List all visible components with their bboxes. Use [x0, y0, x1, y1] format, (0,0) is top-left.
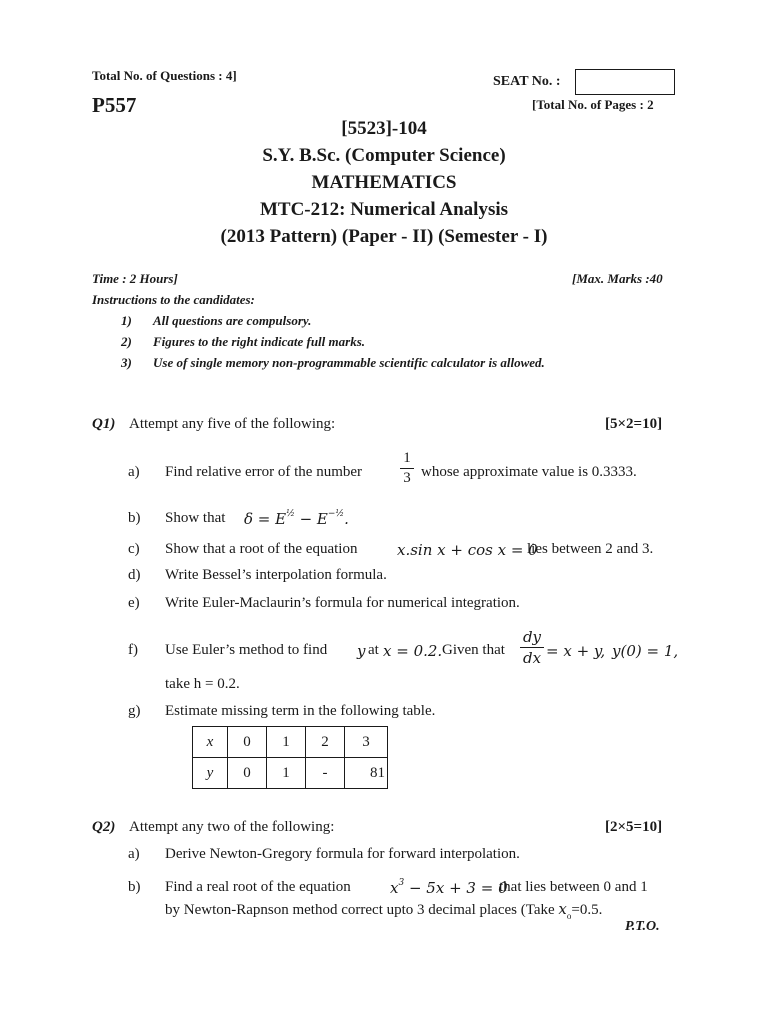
- eq-part: − E: [294, 510, 328, 528]
- table-cell: 0: [228, 727, 267, 758]
- fraction-numerator: dy: [522, 628, 542, 646]
- q1f-var: y: [357, 642, 366, 660]
- q1-prompt: Attempt any five of the following:: [129, 416, 336, 432]
- q1a-text-end: whose approximate value is 0.3333.: [421, 464, 637, 480]
- pto-label: P.T.O.: [625, 919, 660, 934]
- q1d-letter: d): [128, 567, 141, 583]
- eq-superscript: 3: [398, 878, 405, 888]
- instruction-text: Use of single memory non-programmable scientific calculator is allowed.: [153, 355, 545, 370]
- time-label: Time : 2 Hours]: [92, 271, 178, 286]
- instruction-number: 2): [121, 334, 132, 349]
- total-pages: [Total No. of Pages : 2: [532, 97, 654, 112]
- q1c-equation: x.sin x + cos x = 0: [397, 541, 538, 559]
- data-table: [192, 726, 388, 789]
- paper-title: MTC-212: Numerical Analysis: [259, 199, 509, 220]
- q2b-text-end: that lies between 0 and 1: [499, 879, 648, 895]
- exam-code: [5523]-104: [341, 118, 427, 139]
- table-cell: 81: [345, 758, 388, 789]
- q1f-text: at: [368, 642, 379, 658]
- q1f-equation: x = 0.2.: [383, 642, 443, 660]
- q1f-letter: f): [128, 642, 138, 658]
- seat-no-label: SEAT No. :: [493, 74, 561, 89]
- eq-superscript: −½: [327, 509, 345, 519]
- q1c-letter: c): [128, 541, 140, 557]
- max-marks: [Max. Marks :40: [572, 271, 663, 286]
- q2b-equation: [390, 879, 508, 897]
- fraction-bar: [400, 468, 414, 469]
- q2-prompt: Attempt any two of the following:: [129, 819, 335, 835]
- q2a-letter: a): [128, 846, 140, 862]
- q2b-letter: b): [128, 879, 141, 895]
- total-questions: Total No. of Questions : 4]: [92, 68, 237, 83]
- q1g-text: Estimate missing term in the following table.: [165, 703, 436, 719]
- eq-part: δ = E: [244, 510, 287, 528]
- table-cell: x: [193, 727, 228, 758]
- table-row: [193, 758, 388, 789]
- q2b-line2-subscript: o: [566, 911, 572, 921]
- table-cell: 1: [267, 758, 306, 789]
- q1c-text: Show that a root of the equation: [165, 541, 358, 557]
- table-cell: 0: [228, 758, 267, 789]
- q1a-text: Find relative error of the number: [165, 464, 363, 480]
- subject-title: MATHEMATICS: [311, 172, 457, 193]
- q1e-text: Write Euler-Maclaurin’s formula for numerical integration.: [165, 595, 520, 611]
- q1a-fraction: [400, 450, 414, 487]
- q1f-equation: = x + y,: [546, 642, 606, 660]
- q1-marks: [5×2=10]: [605, 416, 663, 432]
- q2b-line2-text: by Newton-Rapnson method correct upto 3 decimal places (Take: [165, 902, 555, 918]
- q2-marks: [2×5=10]: [605, 819, 663, 835]
- q2a-text: Derive Newton-Gregory formula for forward interpolation.: [165, 846, 520, 862]
- eq-part: .: [344, 510, 349, 528]
- fraction-bar: [520, 647, 544, 648]
- q2b-line2-var: x: [558, 900, 567, 918]
- instructions-title: Instructions to the candidates:: [92, 292, 255, 307]
- q1b-equation: [244, 510, 349, 528]
- q2b-line2-end: =0.5.: [571, 902, 603, 918]
- q2-label: Q2): [92, 819, 116, 835]
- eq-superscript: ½: [286, 509, 295, 519]
- table-cell: 2: [306, 727, 345, 758]
- table-cell: 1: [267, 727, 306, 758]
- instruction-text: All questions are compulsory.: [153, 313, 312, 328]
- q1f-text: Use Euler’s method to find: [165, 642, 328, 658]
- q1e-letter: e): [128, 595, 140, 611]
- course-title: S.Y. B.Sc. (Computer Science): [262, 145, 506, 166]
- instruction-number: 1): [121, 313, 132, 328]
- eq-part: x: [390, 879, 399, 897]
- q2b-line2: [165, 900, 602, 919]
- q1g-letter: g): [128, 703, 141, 719]
- fraction-denominator: dx: [522, 649, 542, 667]
- q1f-equation: y(0) = 1,: [612, 642, 679, 660]
- table-cell: y: [193, 758, 228, 789]
- q1d-text: Write Bessel’s interpolation formula.: [165, 567, 387, 583]
- q1f-line2: take h = 0.2.: [165, 676, 240, 692]
- instruction-text: Figures to the right indicate full marks.: [153, 334, 366, 349]
- fraction-denominator: 3: [403, 470, 411, 486]
- q1f-fraction: [520, 628, 544, 667]
- seat-no-box: [575, 69, 675, 95]
- q1b-letter: b): [128, 510, 141, 526]
- table-cell: 3: [345, 727, 388, 758]
- table-row: [193, 727, 388, 758]
- fraction-numerator: 1: [403, 450, 411, 466]
- table-cell: -: [306, 758, 345, 789]
- q1c-text-end: lies between 2 and 3.: [527, 541, 654, 557]
- q1b-text: Show that: [165, 510, 226, 526]
- q2b-text: Find a real root of the equation: [165, 879, 351, 895]
- q1f-text: Given that: [442, 642, 505, 658]
- eq-part: − 5x + 3 = 0: [404, 879, 508, 897]
- q1-label: Q1): [92, 416, 116, 432]
- pattern-title: (2013 Pattern) (Paper - II) (Semester - I): [220, 226, 548, 247]
- instruction-number: 3): [121, 355, 132, 370]
- q1a-letter: a): [128, 464, 140, 480]
- paper-code: P557: [92, 93, 137, 117]
